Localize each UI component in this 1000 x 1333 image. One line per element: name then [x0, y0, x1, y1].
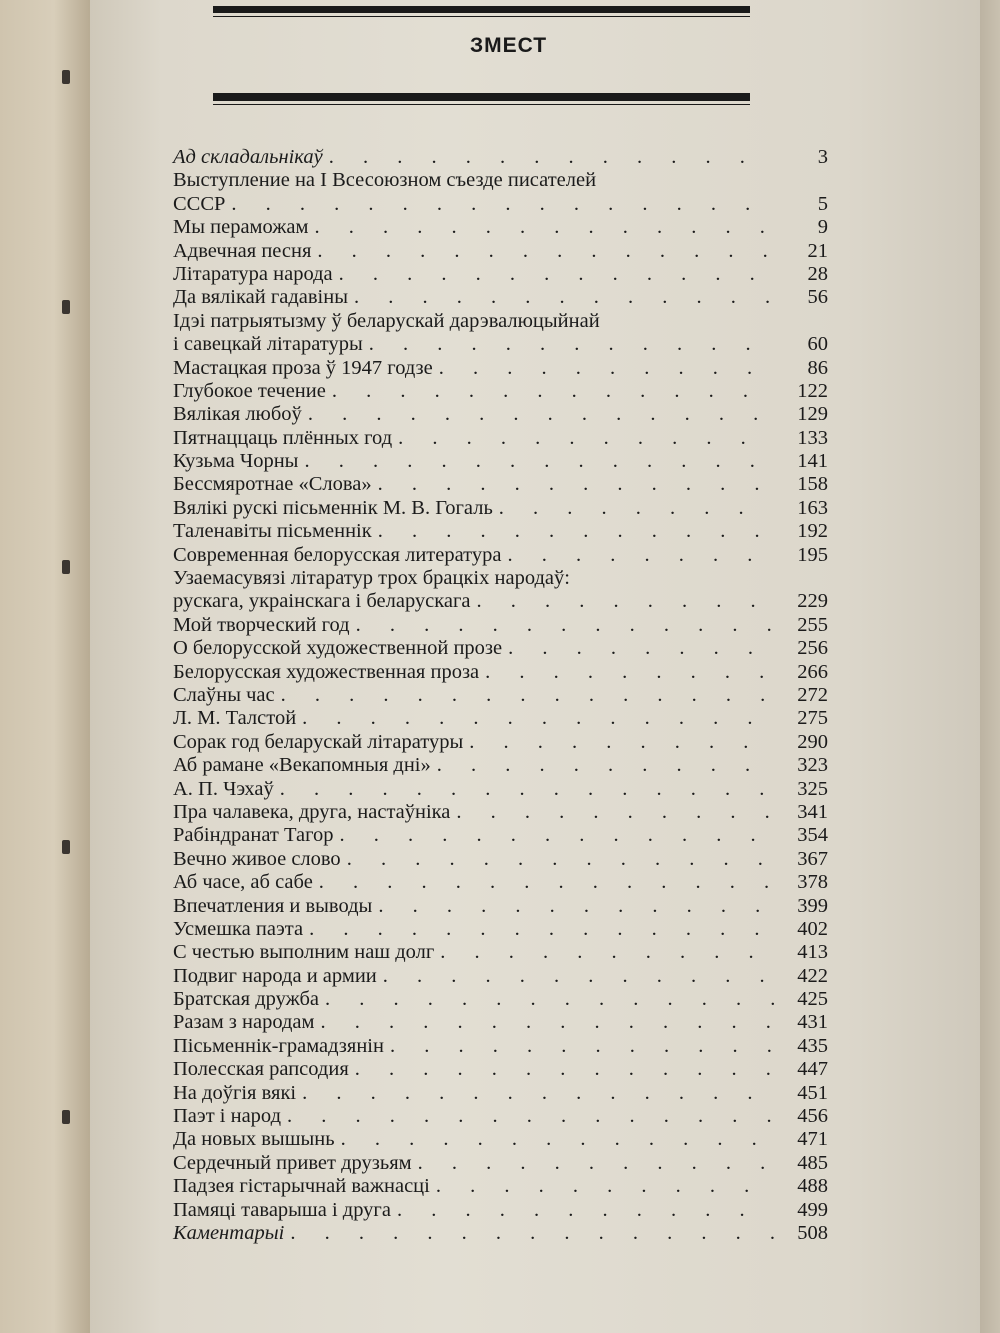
toc-entry-page: 485	[797, 1151, 828, 1174]
dot-leader	[287, 1105, 774, 1128]
dot-leader	[317, 240, 774, 263]
dot-leader	[319, 871, 774, 894]
toc-entry-title: Полесская рапсодия	[173, 1058, 349, 1081]
toc-entry	[173, 684, 828, 707]
toc-entry	[173, 216, 828, 239]
dot-leader	[477, 590, 774, 613]
toc-entry-title: і савецкай літаратуры	[173, 333, 363, 356]
toc-entry	[173, 590, 828, 613]
toc-entry-page: 488	[797, 1175, 828, 1198]
toc-entry-title: Мой творческий год	[173, 613, 350, 636]
dot-leader	[456, 801, 774, 824]
toc-entry-page: 56	[807, 286, 828, 309]
toc-entry-title: Кузьма Чорны	[173, 450, 299, 473]
toc-entry	[173, 333, 828, 356]
toc-entry	[173, 614, 828, 637]
dot-leader	[339, 263, 774, 286]
toc-entry	[173, 520, 828, 543]
toc-entry-title: Ад складальнікаў	[173, 146, 323, 168]
toc-entry-title: Адвечная песня	[173, 239, 312, 262]
toc-entry-title: Л. М. Талстой	[173, 707, 297, 730]
dot-leader	[325, 988, 774, 1011]
toc-entry-page: 195	[797, 543, 828, 566]
toc-entry-title: Памяці таварыша і друга	[173, 1198, 391, 1221]
toc-entry-title: рускага, украінскага і беларускага	[173, 590, 471, 613]
dot-leader	[231, 193, 774, 216]
toc-entry-page: 86	[807, 356, 828, 379]
dot-leader	[440, 941, 774, 964]
toc-entry-page: 28	[807, 262, 828, 285]
dot-leader	[290, 1222, 774, 1245]
toc-entry-page: 325	[797, 777, 828, 800]
contents-heading: ЗМЕСТ	[470, 34, 548, 57]
toc-entry-page: 133	[797, 426, 828, 449]
toc-entry-title: Подвиг народа и армии	[173, 964, 377, 987]
toc-entry	[173, 824, 828, 847]
toc-entry-page: 272	[797, 683, 828, 706]
dot-leader	[347, 848, 774, 871]
toc-entry-title: Сорак год беларускай літаратуры	[173, 730, 464, 753]
toc-entry-page: 129	[797, 403, 828, 426]
toc-entry-title: Ідэі патрыятызму ў беларускай дарэвалюцыйнай	[173, 309, 600, 332]
toc-entry-page: 5	[817, 192, 828, 215]
toc-entry-title: Усмешка паэта	[173, 917, 304, 940]
dot-leader	[281, 684, 774, 707]
toc-entry	[173, 1128, 828, 1151]
toc-entry-page: 456	[797, 1105, 828, 1128]
toc-entry	[173, 1105, 828, 1128]
binding-stitch	[62, 70, 70, 84]
dot-leader	[341, 1128, 774, 1151]
toc-entry-title: О белорусской художественной прозе	[173, 637, 503, 660]
toc-entry-page: 447	[797, 1058, 828, 1081]
dot-leader	[355, 1058, 774, 1081]
toc-entry	[173, 1152, 828, 1175]
toc-entry	[173, 1175, 828, 1198]
toc-entry	[173, 450, 828, 473]
dot-leader	[332, 380, 774, 403]
binding-stitch	[62, 840, 70, 854]
dot-leader	[378, 895, 774, 918]
binding-stitch	[62, 560, 70, 574]
dot-leader	[436, 1175, 774, 1198]
toc-entry	[173, 380, 828, 403]
toc-entry	[173, 895, 828, 918]
dot-leader	[356, 614, 774, 637]
toc-entry	[173, 1199, 828, 1222]
toc-entry-title: Выступление на I Всесоюзном съезде писателей	[173, 169, 597, 192]
toc-entry	[173, 310, 828, 333]
toc-entry-page: 255	[797, 613, 828, 636]
toc-entry-title: Пісьменнік-грамадзянін	[173, 1034, 384, 1057]
toc-entry-title: Рабіндранат Тагор	[173, 824, 334, 847]
dot-leader	[383, 965, 774, 988]
dot-leader	[390, 1035, 774, 1058]
toc-entry-page: 413	[797, 941, 828, 964]
toc-entry-page: 341	[797, 800, 828, 823]
toc-entry-page: 367	[797, 847, 828, 870]
toc-entry-page: 290	[797, 730, 828, 753]
dot-leader	[397, 1199, 774, 1222]
toc-entry	[173, 801, 828, 824]
toc-entry-page: 499	[797, 1198, 828, 1221]
dot-leader	[485, 661, 774, 684]
toc-entry-page: 435	[797, 1034, 828, 1057]
toc-entry	[173, 240, 828, 263]
toc-entry	[173, 848, 828, 871]
dot-leader	[378, 473, 774, 496]
toc-entry-page: 3	[817, 146, 828, 168]
toc-entry-page: 508	[797, 1221, 828, 1244]
toc-entry-title: Пра чалавека, друга, настаўніка	[173, 800, 451, 823]
toc-entry-page: 266	[797, 660, 828, 683]
toc-entry	[173, 1222, 828, 1245]
toc-entry-title: А. П. Чэхаў	[173, 777, 274, 800]
toc-entry	[173, 146, 828, 169]
toc-entry-title: Современная белорусская литература	[173, 543, 502, 566]
dot-leader	[302, 707, 774, 730]
dot-leader	[308, 403, 774, 426]
toc-entry-page: 323	[797, 754, 828, 777]
dot-leader	[507, 544, 774, 567]
toc-entry-page: 422	[797, 964, 828, 987]
toc-entry-title: С честью выполним наш долг	[173, 941, 435, 964]
toc-entry-title: Вялікая любоў	[173, 403, 302, 426]
toc-entry-title: Глубокое течение	[173, 379, 326, 402]
dot-leader	[469, 731, 774, 754]
toc-entry-title: Сердечный привет друзьям	[173, 1151, 412, 1174]
toc-entry-page: 163	[797, 496, 828, 519]
toc-entry-title: Вечно живое слово	[173, 847, 341, 870]
toc-entry-page: 192	[797, 520, 828, 543]
toc-entry-title: Мы пераможам	[173, 216, 309, 239]
toc-entry	[173, 567, 828, 590]
toc-entry	[173, 988, 828, 1011]
toc-entry	[173, 637, 828, 660]
dot-leader	[499, 497, 774, 520]
toc-entry-title: Белорусская художественная проза	[173, 660, 480, 683]
dot-leader	[304, 450, 774, 473]
dot-leader	[418, 1152, 774, 1175]
toc-entry-title: Таленавіты пісьменнік	[173, 520, 372, 543]
toc-entry	[173, 1011, 828, 1034]
dot-leader	[369, 333, 774, 356]
toc-entry-title: Да вялікай гадавіны	[173, 286, 348, 309]
toc-entry-page: 402	[797, 917, 828, 940]
toc-entry-page: 275	[797, 707, 828, 730]
toc-entry	[173, 263, 828, 286]
dot-leader	[398, 427, 774, 450]
toc-entry-title: Аб часе, аб сабе	[173, 871, 313, 894]
binding-stitch	[62, 1110, 70, 1124]
toc-entry-title: СССР	[173, 192, 226, 215]
toc-entry-title: Каментарыі	[173, 1221, 285, 1244]
toc-entry	[173, 193, 828, 216]
toc-entry-title: Вялікі рускі пісьменнік М. В. Гогаль	[173, 496, 493, 519]
toc-entry	[173, 403, 828, 426]
toc-entry	[173, 754, 828, 777]
toc-entry	[173, 544, 828, 567]
toc-entry	[173, 778, 828, 801]
top-rule-thin	[213, 16, 750, 17]
dot-leader	[508, 637, 774, 660]
dot-leader	[437, 754, 774, 777]
dot-leader	[354, 286, 774, 309]
dot-leader	[280, 778, 774, 801]
toc-entry	[173, 1082, 828, 1105]
heading-rule-thin	[213, 104, 750, 105]
dot-leader	[315, 216, 775, 239]
dot-leader	[321, 1011, 775, 1034]
toc-entry	[173, 427, 828, 450]
toc-entry-title: Літаратура народа	[173, 262, 333, 285]
toc-entry	[173, 286, 828, 309]
toc-entry-page: 354	[797, 824, 828, 847]
toc-entry-page: 378	[797, 871, 828, 894]
toc-entry-title: Разам з народам	[173, 1011, 315, 1034]
toc-entry	[173, 731, 828, 754]
toc-entry-title: Мастацкая проза ў 1947 годзе	[173, 356, 433, 379]
toc-entry-title: Слаўны час	[173, 683, 275, 706]
toc-entry-title: Аб рамане «Векапомныя дні»	[173, 754, 431, 777]
toc-entry	[173, 1058, 828, 1081]
toc-entry-page: 60	[807, 333, 828, 356]
toc-entry-page: 471	[797, 1128, 828, 1151]
table-of-contents	[173, 146, 828, 1245]
toc-entry	[173, 169, 828, 192]
toc-entry	[173, 497, 828, 520]
toc-entry	[173, 707, 828, 730]
toc-entry-page: 431	[797, 1011, 828, 1034]
dot-leader	[340, 824, 774, 847]
right-page-edge	[980, 0, 1000, 1333]
top-rule	[213, 6, 750, 13]
toc-entry-page: 425	[797, 988, 828, 1011]
dot-leader	[378, 520, 774, 543]
toc-entry-page: 21	[807, 239, 828, 262]
dot-leader	[329, 146, 774, 169]
toc-entry-page: 122	[797, 379, 828, 402]
toc-entry	[173, 357, 828, 380]
toc-entry-title: На доўгія вякі	[173, 1081, 297, 1104]
toc-entry-page: 256	[797, 637, 828, 660]
toc-entry	[173, 941, 828, 964]
toc-entry-page: 141	[797, 450, 828, 473]
left-page-edge	[0, 0, 90, 1333]
toc-entry	[173, 1035, 828, 1058]
binding-stitch	[62, 300, 70, 314]
toc-entry-page: 229	[797, 590, 828, 613]
toc-entry-title: Узаемасувязі літаратур трох брацкіх народаў:	[173, 567, 570, 590]
toc-entry-title: Да новых вышынь	[173, 1128, 335, 1151]
toc-entry	[173, 918, 828, 941]
toc-entry	[173, 965, 828, 988]
toc-entry	[173, 661, 828, 684]
dot-leader	[439, 357, 774, 380]
toc-entry	[173, 473, 828, 496]
toc-entry-title: Паэт і народ	[173, 1105, 282, 1128]
toc-entry-title: Братская дружба	[173, 988, 320, 1011]
toc-entry-title: Падзея гістарычнай важнасці	[173, 1175, 430, 1198]
toc-entry	[173, 871, 828, 894]
toc-entry-page: 451	[797, 1081, 828, 1104]
toc-entry-page: 9	[817, 216, 828, 239]
dot-leader	[302, 1082, 774, 1105]
toc-entry-title: Пятнаццаць плённых год	[173, 426, 393, 449]
toc-entry-title: Впечатления и выводы	[173, 894, 373, 917]
dot-leader	[309, 918, 774, 941]
toc-entry-page: 158	[797, 473, 828, 496]
toc-entry-title: Бессмяротнае «Слова»	[173, 473, 372, 496]
toc-entry-page: 399	[797, 894, 828, 917]
heading-rule	[213, 93, 750, 101]
